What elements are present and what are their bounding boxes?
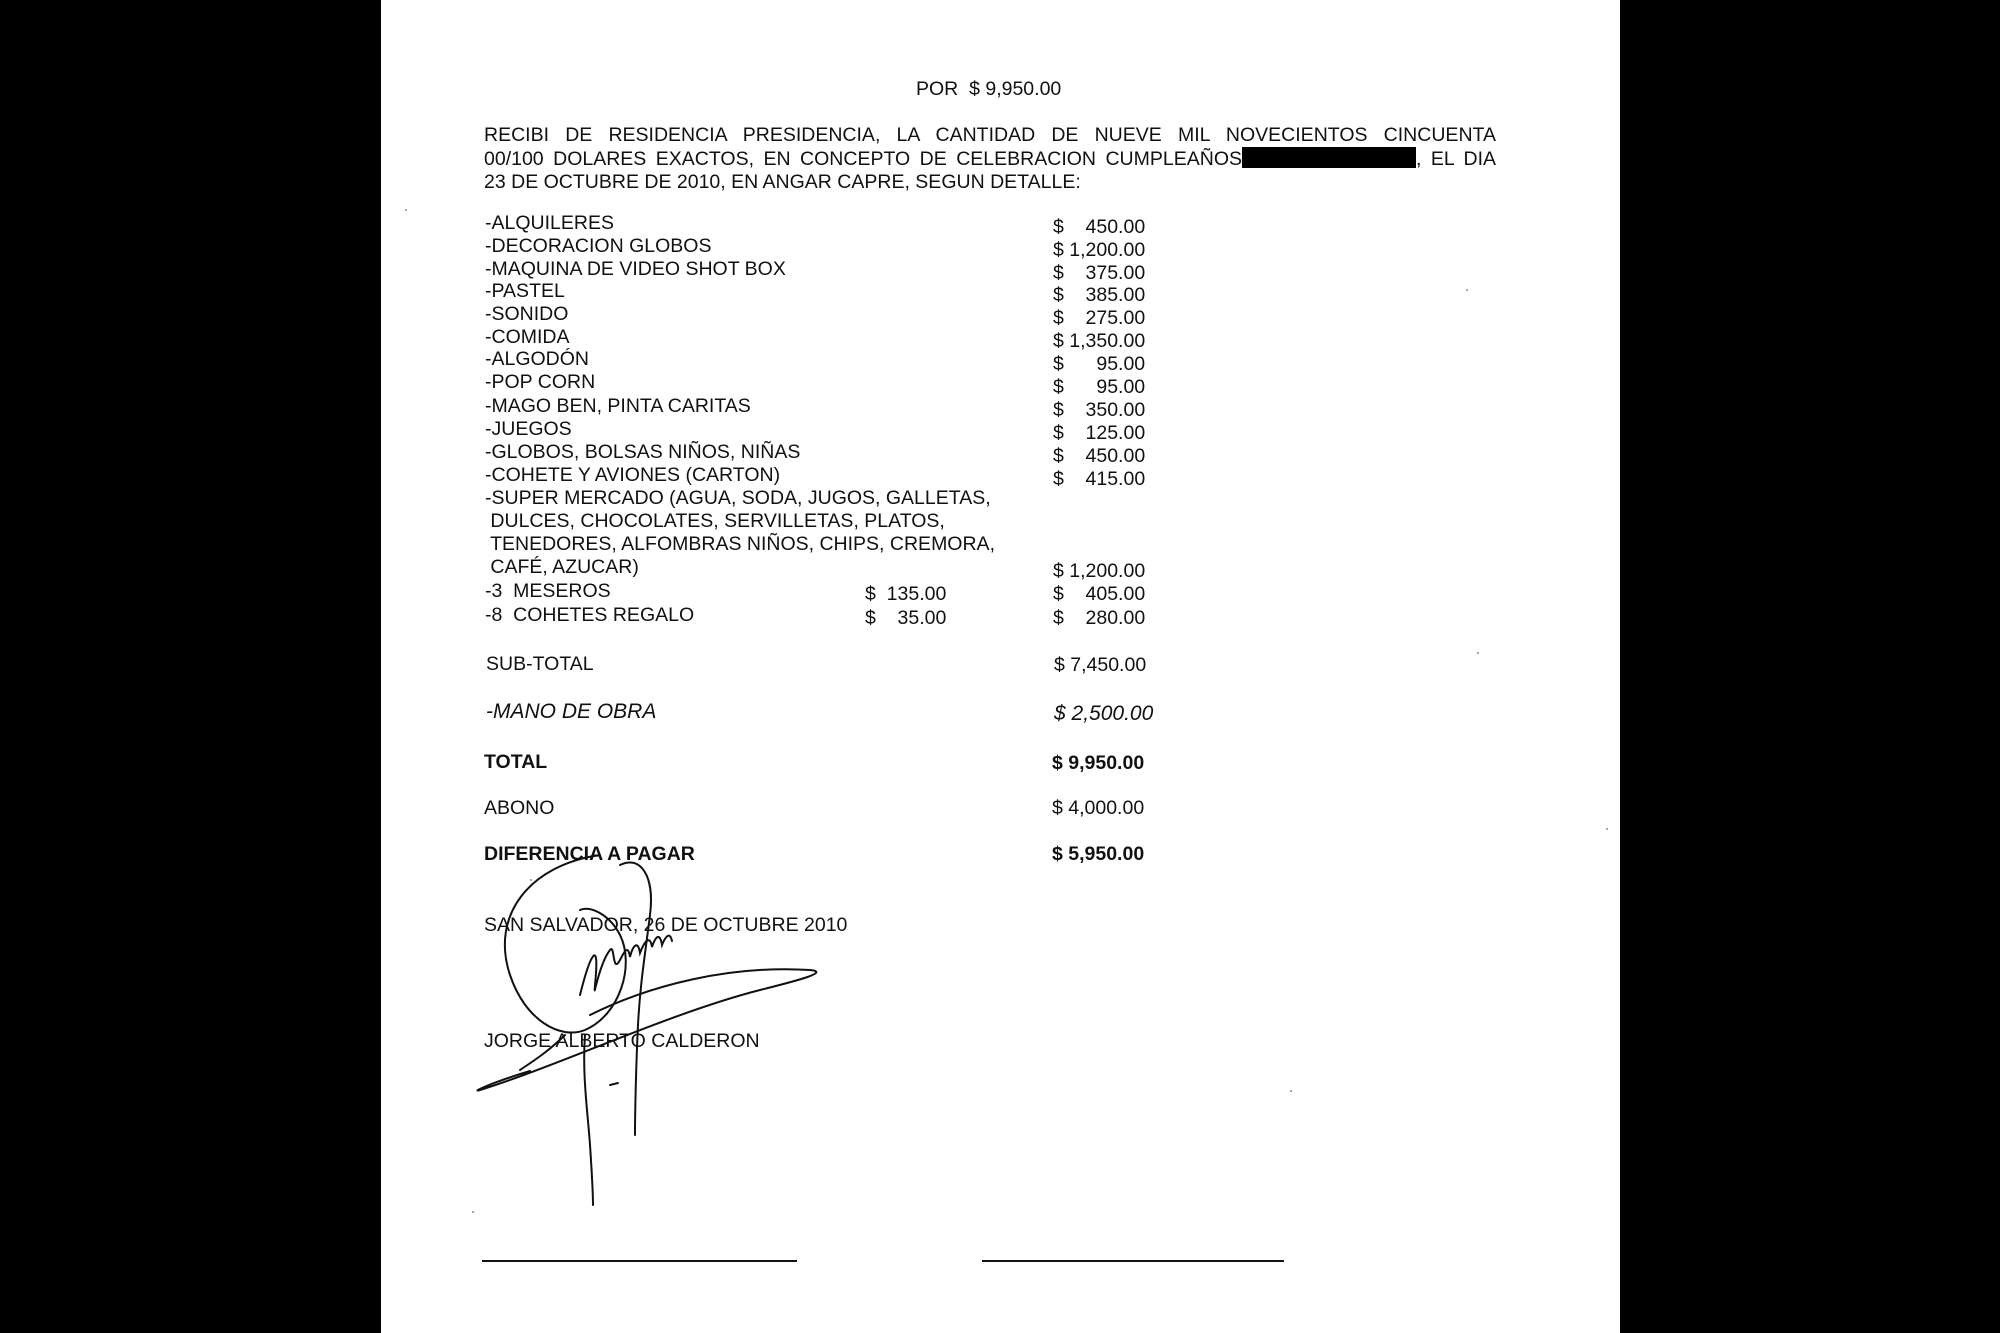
cohetes-regalo-unit-price: $ 35.00 (865, 607, 947, 629)
meseros-amount: $ 405.00 (1053, 583, 1146, 605)
intro-line-1: RECIBI DE RESIDENCIA PRESIDENCIA, LA CANTIDAD DE NUEVE MIL NOVECIENTOS CINCUENTA (484, 124, 1496, 146)
abono-amount: $ 4,000.00 (1052, 797, 1145, 819)
cohetes-regalo-amount: $ 280.00 (1053, 607, 1146, 629)
receipt-intro-paragraph (484, 124, 1496, 194)
intro-line-3: 23 DE OCTUBRE DE 2010, EN ANGAR CAPRE, SEGUN DETALLE: (484, 171, 1081, 193)
intro-line-2-end: , EL DIA (1416, 148, 1497, 170)
place-and-date: SAN SALVADOR, 26 DE OCTUBRE 2010 (484, 914, 848, 936)
item-desc: -ALQUILERES (485, 212, 614, 234)
cohetes-regalo-desc: -8 COHETES REGALO (485, 604, 695, 626)
super-mercado-line-2: DULCES, CHOCOLATES, SERVILLETAS, PLATOS, (485, 510, 945, 532)
signature-line-left (482, 1260, 797, 1262)
item-amount: $ 450.00 (1053, 445, 1146, 467)
diferencia-label: DIFERENCIA A PAGAR (484, 843, 695, 865)
item-amount: $ 350.00 (1053, 399, 1146, 421)
item-desc: -COHETE Y AVIONES (CARTON) (485, 464, 781, 486)
subtotal-amount: $ 7,450.00 (1054, 654, 1147, 676)
meseros-unit-price: $ 135.00 (865, 583, 947, 605)
item-desc: -GLOBOS, BOLSAS NIÑOS, NIÑAS (485, 441, 801, 463)
signature-line-right (982, 1260, 1284, 1262)
item-amount: $ 385.00 (1053, 284, 1146, 306)
total-label: TOTAL (484, 751, 548, 773)
meseros-desc: -3 MESEROS (485, 580, 611, 602)
item-desc: -PASTEL (485, 280, 565, 302)
item-desc: -POP CORN (485, 371, 596, 393)
scan-speck (1606, 828, 1608, 830)
mano-de-obra-amount: $ 2,500.00 (1054, 702, 1154, 725)
abono-label: ABONO (484, 797, 555, 819)
item-desc: -MAGO BEN, PINTA CARITAS (485, 395, 751, 417)
super-mercado-line-4: CAFÉ, AZUCAR) (485, 556, 639, 578)
item-amount: $ 450.00 (1053, 216, 1146, 238)
item-amount: $ 95.00 (1053, 376, 1146, 398)
subtotal-label: SUB-TOTAL (486, 653, 594, 675)
item-desc: -SONIDO (485, 303, 569, 325)
item-amount: $ 125.00 (1053, 422, 1146, 444)
item-amount: $ 95.00 (1053, 353, 1146, 375)
item-desc: -MAQUINA DE VIDEO SHOT BOX (485, 258, 786, 280)
intro-line-2 (484, 147, 1496, 171)
signatory-name: JORGE ALBERTO CALDERON (484, 1030, 760, 1052)
total-amount: $ 9,950.00 (1052, 752, 1145, 774)
receipt-amount-header: POR $ 9,950.00 (916, 78, 1062, 100)
redaction-bar (1242, 147, 1416, 168)
item-desc: -DECORACION GLOBOS (485, 235, 712, 257)
item-amount: $ 375.00 (1053, 262, 1146, 284)
item-amount: $ 275.00 (1053, 307, 1146, 329)
mano-de-obra-label: -MANO DE OBRA (486, 700, 657, 723)
item-desc: -ALGODÓN (485, 348, 590, 370)
item-desc: -JUEGOS (485, 418, 572, 440)
super-mercado-line-3: TENEDORES, ALFOMBRAS NIÑOS, CHIPS, CREMORA, (485, 533, 995, 555)
handwritten-signature (470, 835, 830, 1215)
diferencia-amount: $ 5,950.00 (1052, 843, 1145, 865)
super-mercado-amount: $ 1,200.00 (1053, 560, 1146, 582)
item-amount: $ 1,200.00 (1053, 239, 1146, 261)
scan-speck (405, 209, 407, 211)
intro-line-2-text: 00/100 DOLARES EXACTOS, EN CONCEPTO DE CELEBRACION CUMPLEAÑOS (484, 148, 1243, 170)
super-mercado-line-1: -SUPER MERCADO (AGUA, SODA, JUGOS, GALLETAS, (485, 487, 991, 509)
scan-speck (472, 1211, 474, 1213)
item-desc: -COMIDA (485, 326, 570, 348)
item-amount: $ 415.00 (1053, 468, 1146, 490)
scan-speck (1466, 289, 1468, 291)
scan-speck (530, 879, 532, 881)
scan-speck (1477, 652, 1479, 654)
scan-speck (1290, 1090, 1292, 1092)
item-amount: $ 1,350.00 (1053, 330, 1146, 352)
